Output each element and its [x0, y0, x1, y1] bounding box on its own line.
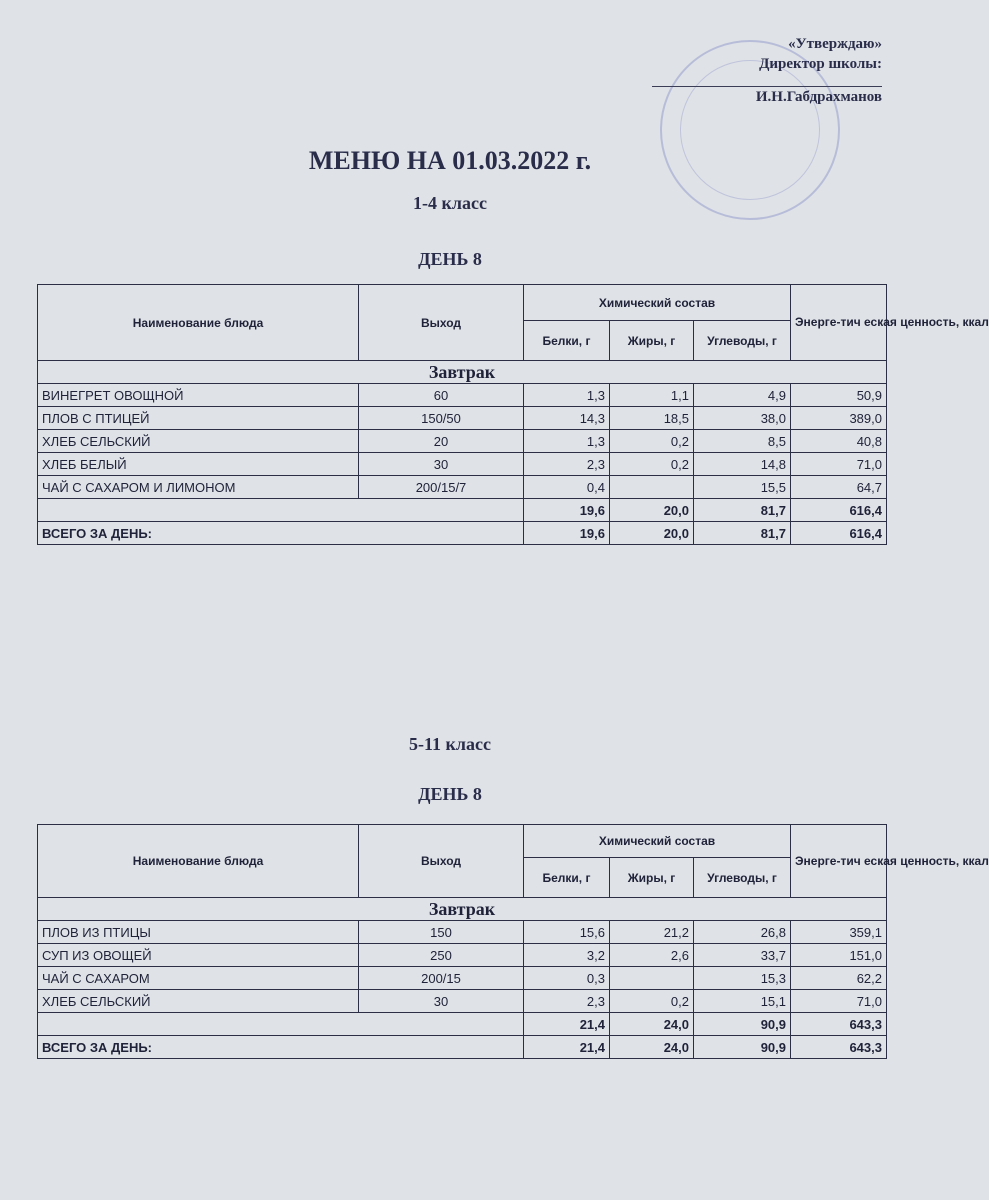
dish-protein: 3,2 [524, 944, 610, 967]
dish-output: 30 [359, 453, 524, 476]
dish-protein: 0,3 [524, 967, 610, 990]
dish-fat: 0,2 [610, 430, 694, 453]
header-protein: Белки, г [524, 321, 610, 361]
subtotal-protein: 21,4 [524, 1013, 610, 1036]
header-chem: Химический состав [524, 825, 791, 858]
meal-heading: Завтрак [38, 361, 887, 384]
dish-name: ПЛОВ ИЗ ПТИЦЫ [38, 921, 359, 944]
dish-output: 60 [359, 384, 524, 407]
table-row [38, 430, 887, 453]
dish-protein: 1,3 [524, 430, 610, 453]
header-dish: Наименование блюда [38, 285, 359, 361]
header-chem: Химический состав [524, 285, 791, 321]
dish-output: 250 [359, 944, 524, 967]
dish-output: 150 [359, 921, 524, 944]
table-row [38, 921, 887, 944]
total-label: ВСЕГО ЗА ДЕНЬ: [38, 1036, 524, 1059]
dish-carbs: 33,7 [694, 944, 791, 967]
dish-name: ЧАЙ С САХАРОМ [38, 967, 359, 990]
table-row [38, 944, 887, 967]
dish-protein: 0,4 [524, 476, 610, 499]
table-row [38, 476, 887, 499]
dish-name: ХЛЕБ БЕЛЫЙ [38, 453, 359, 476]
table-row [38, 990, 887, 1013]
subtotal-energy: 616,4 [791, 499, 887, 522]
header-fat: Жиры, г [610, 858, 694, 898]
dish-carbs: 15,1 [694, 990, 791, 1013]
table-row [38, 384, 887, 407]
day-label-1: ДЕНЬ 8 [418, 249, 482, 269]
dish-energy: 50,9 [791, 384, 887, 407]
total-protein: 21,4 [524, 1036, 610, 1059]
menu-table-2 [37, 824, 989, 1059]
day-label-2: ДЕНЬ 8 [418, 784, 482, 804]
header-energy: Энерге-тич еская ценность, ккал [791, 285, 887, 361]
class-label-1: 1-4 класс [413, 193, 487, 213]
dish-carbs: 14,8 [694, 453, 791, 476]
dish-name: ПЛОВ С ПТИЦЕЙ [38, 407, 359, 430]
total-fat: 20,0 [610, 522, 694, 545]
dish-name: ХЛЕБ СЕЛЬСКИЙ [38, 990, 359, 1013]
dish-fat [610, 967, 694, 990]
dish-output: 200/15/7 [359, 476, 524, 499]
total-row [38, 522, 887, 545]
dish-name: ЧАЙ С САХАРОМ И ЛИМОНОМ [38, 476, 359, 499]
page-title: МЕНЮ НА 01.03.2022 г. [308, 146, 592, 175]
total-energy: 616,4 [791, 522, 887, 545]
approval-signer: И.Н.Габдрахманов [755, 89, 882, 105]
dish-output: 150/50 [359, 407, 524, 430]
dish-energy: 71,0 [791, 990, 887, 1013]
subtotal-row [38, 1013, 887, 1036]
subtotal-fat: 24,0 [610, 1013, 694, 1036]
dish-energy: 71,0 [791, 453, 887, 476]
dish-fat: 18,5 [610, 407, 694, 430]
dish-energy: 64,7 [791, 476, 887, 499]
dish-fat: 21,2 [610, 921, 694, 944]
subtotal-label [38, 499, 524, 522]
dish-output: 20 [359, 430, 524, 453]
total-row [38, 1036, 887, 1059]
dish-carbs: 26,8 [694, 921, 791, 944]
dish-fat [610, 476, 694, 499]
dish-fat: 0,2 [610, 990, 694, 1013]
dish-protein: 2,3 [524, 990, 610, 1013]
dish-protein: 14,3 [524, 407, 610, 430]
subtotal-protein: 19,6 [524, 499, 610, 522]
total-protein: 19,6 [524, 522, 610, 545]
total-carbs: 81,7 [694, 522, 791, 545]
approval-line1: «Утверждаю» [788, 36, 882, 52]
subtotal-carbs: 81,7 [694, 499, 791, 522]
total-carbs: 90,9 [694, 1036, 791, 1059]
table-row [38, 407, 887, 430]
dish-carbs: 15,3 [694, 967, 791, 990]
menu-table-1 [37, 284, 989, 545]
dish-fat: 0,2 [610, 453, 694, 476]
dish-protein: 15,6 [524, 921, 610, 944]
header-energy: Энерге-тич еская ценность, ккал [791, 825, 887, 898]
header-output: Выход [359, 285, 524, 361]
table-row [38, 967, 887, 990]
subtotal-label [38, 1013, 524, 1036]
subtotal-energy: 643,3 [791, 1013, 887, 1036]
dish-carbs: 4,9 [694, 384, 791, 407]
header-dish: Наименование блюда [38, 825, 359, 898]
header-protein: Белки, г [524, 858, 610, 898]
total-energy: 643,3 [791, 1036, 887, 1059]
dish-output: 200/15 [359, 967, 524, 990]
meal-heading: Завтрак [38, 898, 887, 921]
dish-carbs: 15,5 [694, 476, 791, 499]
dish-fat: 2,6 [610, 944, 694, 967]
dish-name: СУП ИЗ ОВОЩЕЙ [38, 944, 359, 967]
dish-energy: 62,2 [791, 967, 887, 990]
dish-energy: 359,1 [791, 921, 887, 944]
dish-protein: 1,3 [524, 384, 610, 407]
dish-carbs: 38,0 [694, 407, 791, 430]
dish-fat: 1,1 [610, 384, 694, 407]
header-carbs: Углеводы, г [694, 858, 791, 898]
dish-output: 30 [359, 990, 524, 1013]
header-carbs: Углеводы, г [694, 321, 791, 361]
class-label-2: 5-11 класс [409, 734, 491, 754]
approval-block [652, 34, 882, 107]
dish-energy: 40,8 [791, 430, 887, 453]
dish-energy: 389,0 [791, 407, 887, 430]
total-fat: 24,0 [610, 1036, 694, 1059]
dish-protein: 2,3 [524, 453, 610, 476]
approval-line2: Директор школы: [759, 56, 882, 72]
dish-name: ХЛЕБ СЕЛЬСКИЙ [38, 430, 359, 453]
total-label: ВСЕГО ЗА ДЕНЬ: [38, 522, 524, 545]
dish-energy: 151,0 [791, 944, 887, 967]
table-row [38, 453, 887, 476]
dish-name: ВИНЕГРЕТ ОВОЩНОЙ [38, 384, 359, 407]
header-fat: Жиры, г [610, 321, 694, 361]
header-output: Выход [359, 825, 524, 898]
subtotal-fat: 20,0 [610, 499, 694, 522]
dish-carbs: 8,5 [694, 430, 791, 453]
subtotal-carbs: 90,9 [694, 1013, 791, 1036]
subtotal-row [38, 499, 887, 522]
